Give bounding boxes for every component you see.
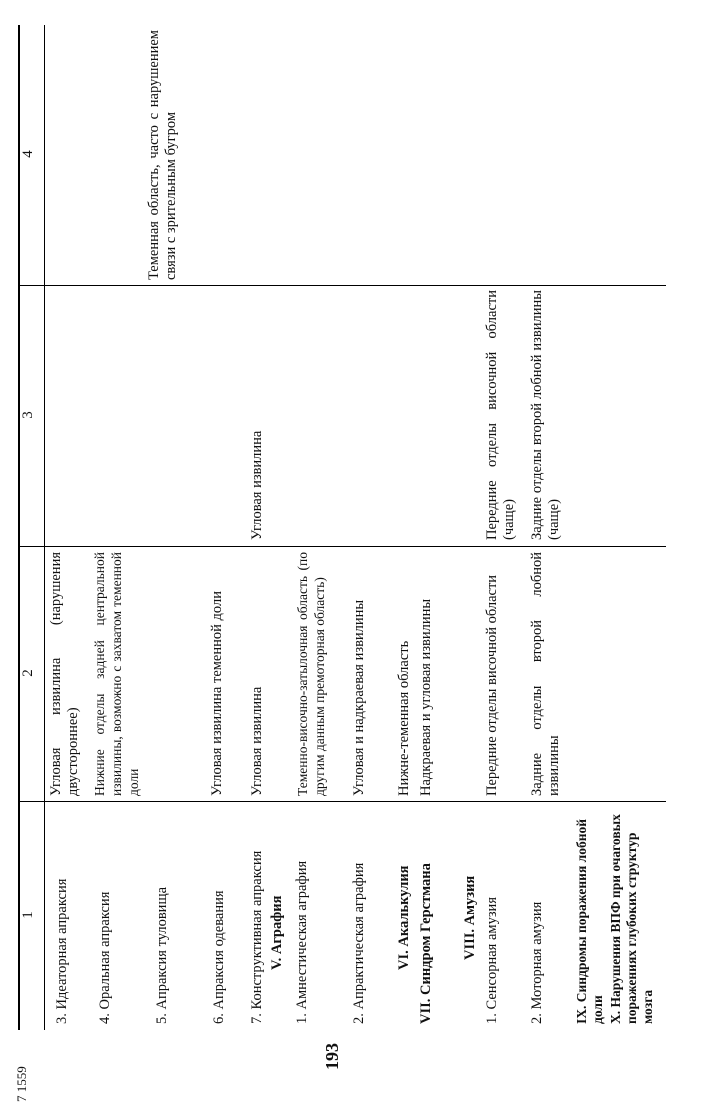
header-rule — [44, 25, 45, 1030]
section-amusia: VIII. Амузия — [462, 875, 478, 960]
section-gerstmann: VII. Синдром Герстмана — [418, 863, 434, 1024]
table-top-rule — [18, 25, 20, 1030]
row-8-col-2: Нижне-теменная область — [396, 640, 412, 796]
row-4-col-1: 6. Апраксия одевания — [211, 890, 227, 1024]
row-12-col-2: Задние отделы второй лобной извилины — [529, 552, 562, 796]
column-divider-3 — [18, 285, 666, 286]
section-agraphia: V. Аграфия — [269, 895, 285, 970]
column-header-1: 1 — [20, 911, 36, 919]
column-divider-2 — [18, 546, 666, 547]
section-deep-structures: X. Нарушения ВПФ при очаговых поражениях глубоких структур мозга — [608, 814, 655, 1024]
section-frontal-lobe: IX. Синдромы поражения лобной доли — [574, 818, 605, 1024]
row-12-col-3: Задние отделы второй лобной извилины (чаще) — [529, 290, 562, 540]
row-6-col-1: 1. Амнестическая аграфия — [294, 860, 310, 1024]
page-number: 193 — [322, 1043, 342, 1070]
column-divider-1 — [18, 801, 666, 802]
row-5-col-2: Угловая извилина — [249, 686, 265, 796]
row-7-col-2: Угловая и надкраевая извилины — [351, 599, 367, 796]
row-3-col-4: Теменная область, часто с нарушением связи с зрительным бугром — [146, 30, 179, 280]
row-3-col-1: 5. Апраксия туловища — [154, 886, 170, 1024]
column-header-3: 3 — [20, 411, 36, 419]
row-11-col-2: Передние отделы височной области — [484, 574, 500, 796]
column-header-4: 4 — [20, 150, 36, 158]
row-5-col-3: Угловая извилина — [249, 430, 265, 540]
column-header-2: 2 — [20, 669, 36, 677]
localization-table — [18, 25, 666, 1030]
row-2-col-2: Нижние отделы задней центральной извилины, возможно с захватом теменной доли — [92, 552, 141, 796]
row-7-col-1: 2. Апрактическая аграфия — [351, 862, 367, 1024]
section-acalculia: VI. Акалькулия — [396, 865, 412, 970]
row-6-col-2: Теменно-височно-затылочная область (по другим данным премоторная область) — [295, 552, 327, 796]
row-5-col-1: 7. Конструктивная апраксия — [249, 850, 265, 1024]
row-11-col-1: 1. Сенсорная амузия — [484, 897, 500, 1024]
row-12-col-1: 2. Моторная амузия — [529, 901, 545, 1024]
row-1-col-1: 3. Идеаторная апраксия — [54, 878, 70, 1024]
row-1-col-2: Угловая извилина (нарушения двустороннее) — [48, 552, 81, 796]
printer-signature: 7 1559 — [14, 1066, 29, 1102]
row-4-col-2: Угловая извилина теменной доли — [209, 591, 225, 796]
row-2-col-1: 4. Оральная апраксия — [97, 891, 113, 1024]
row-11-col-3: Передние отделы височной области (чаще) — [484, 290, 517, 540]
row-9-col-2: Надкраевая и угловая извилины — [418, 598, 434, 796]
